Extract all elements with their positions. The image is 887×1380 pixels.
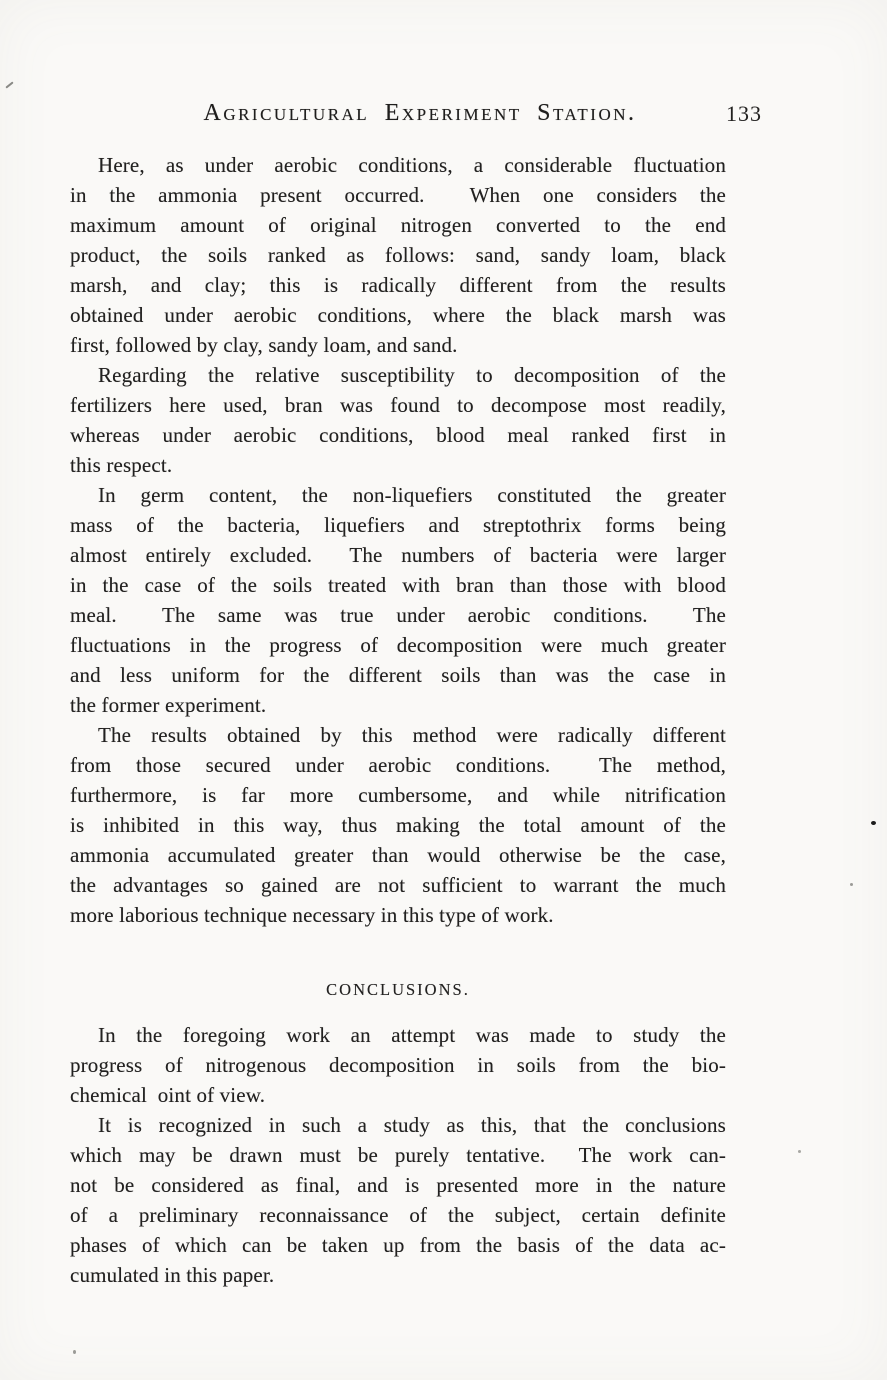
text-line: more laborious technique necessary in this type of work. bbox=[70, 903, 554, 927]
text-line: It is recognized in such a study as this, that the conclusions bbox=[98, 1113, 726, 1137]
running-head bbox=[70, 100, 770, 132]
text-line: is inhibited in this way, thus making the total amount of the bbox=[70, 813, 726, 837]
text-line: phases of which can be taken up from the basis of the data ac- bbox=[70, 1233, 726, 1257]
text-line: marsh, and clay; this is radically different from the results bbox=[70, 273, 726, 297]
text-line: fluctuations in the progress of decomposition were much greater bbox=[70, 633, 726, 657]
scan-artifact-dot bbox=[73, 1350, 76, 1354]
text-line: chemical oint of view. bbox=[70, 1083, 266, 1107]
text-line: Here, as under aerobic conditions, a considerable fluctuation bbox=[98, 153, 726, 177]
text-line: Regarding the relative susceptibility to decomposition of the bbox=[98, 363, 726, 387]
text-line: in the case of the soils treated with bran than those with blood bbox=[70, 573, 726, 597]
text-line: ammonia accumulated greater than would otherwise be the case, bbox=[70, 843, 726, 867]
text-line: meal. The same was true under aerobic conditions. The bbox=[70, 603, 726, 627]
text-line: progress of nitrogenous decomposition in soils from the bio- bbox=[70, 1053, 726, 1077]
body-text bbox=[70, 150, 726, 1290]
scan-artifact-dot bbox=[798, 1150, 801, 1153]
text-line: In the foregoing work an attempt was made to study the bbox=[98, 1023, 726, 1047]
paragraph bbox=[70, 1020, 726, 1110]
paragraph bbox=[70, 150, 726, 360]
text-line: In germ content, the non-liquefiers constituted the greater bbox=[98, 483, 726, 507]
text-line: cumulated in this paper. bbox=[70, 1263, 275, 1287]
text-line: the former experiment. bbox=[70, 693, 267, 717]
scan-artifact-dot bbox=[850, 883, 853, 886]
text-line: fertilizers here used, bran was found to decompose most readily, bbox=[70, 393, 726, 417]
text-line: which may be drawn must be purely tentative. The work can- bbox=[70, 1143, 726, 1167]
text-line: the advantages so gained are not sufficient to warrant the much bbox=[70, 873, 726, 897]
text-line: furthermore, is far more cumbersome, and while nitrification bbox=[70, 783, 726, 807]
page-number: 133 bbox=[726, 101, 762, 126]
text-line: maximum amount of original nitrogen converted to the end bbox=[70, 213, 726, 237]
text-line: from those secured under aerobic conditions. The method, bbox=[70, 753, 726, 777]
paragraph bbox=[70, 360, 726, 480]
text-line: obtained under aerobic conditions, where the black marsh was bbox=[70, 303, 726, 327]
text-line: mass of the bacteria, liquefiers and streptothrix forms being bbox=[70, 513, 726, 537]
section-heading-conclusions: CONCLUSIONS. bbox=[326, 980, 470, 999]
paragraph bbox=[70, 720, 726, 930]
text-line: in the ammonia present occurred. When one considers the bbox=[70, 183, 726, 207]
scan-artifact-slash bbox=[5, 81, 13, 88]
text-line: of a preliminary reconnaissance of the subject, certain definite bbox=[70, 1203, 726, 1227]
text-line: product, the soils ranked as follows: sand, sandy loam, black bbox=[70, 243, 726, 267]
text-line: whereas under aerobic conditions, blood meal ranked first in bbox=[70, 423, 726, 447]
text-line: not be considered as final, and is presented more in the nature bbox=[70, 1173, 726, 1197]
text-line: and less uniform for the different soils than was the case in bbox=[70, 663, 726, 687]
text-line: first, followed by clay, sandy loam, and sand. bbox=[70, 333, 458, 357]
text-line: this respect. bbox=[70, 453, 173, 477]
paragraph bbox=[70, 480, 726, 720]
text-line: almost entirely excluded. The numbers of bacteria were larger bbox=[70, 543, 726, 567]
scan-artifact-dot bbox=[871, 821, 876, 825]
text-line: The results obtained by this method were radically different bbox=[98, 723, 726, 747]
page-title: Agricultural Experiment Station. bbox=[203, 100, 637, 126]
paragraph bbox=[70, 1110, 726, 1290]
